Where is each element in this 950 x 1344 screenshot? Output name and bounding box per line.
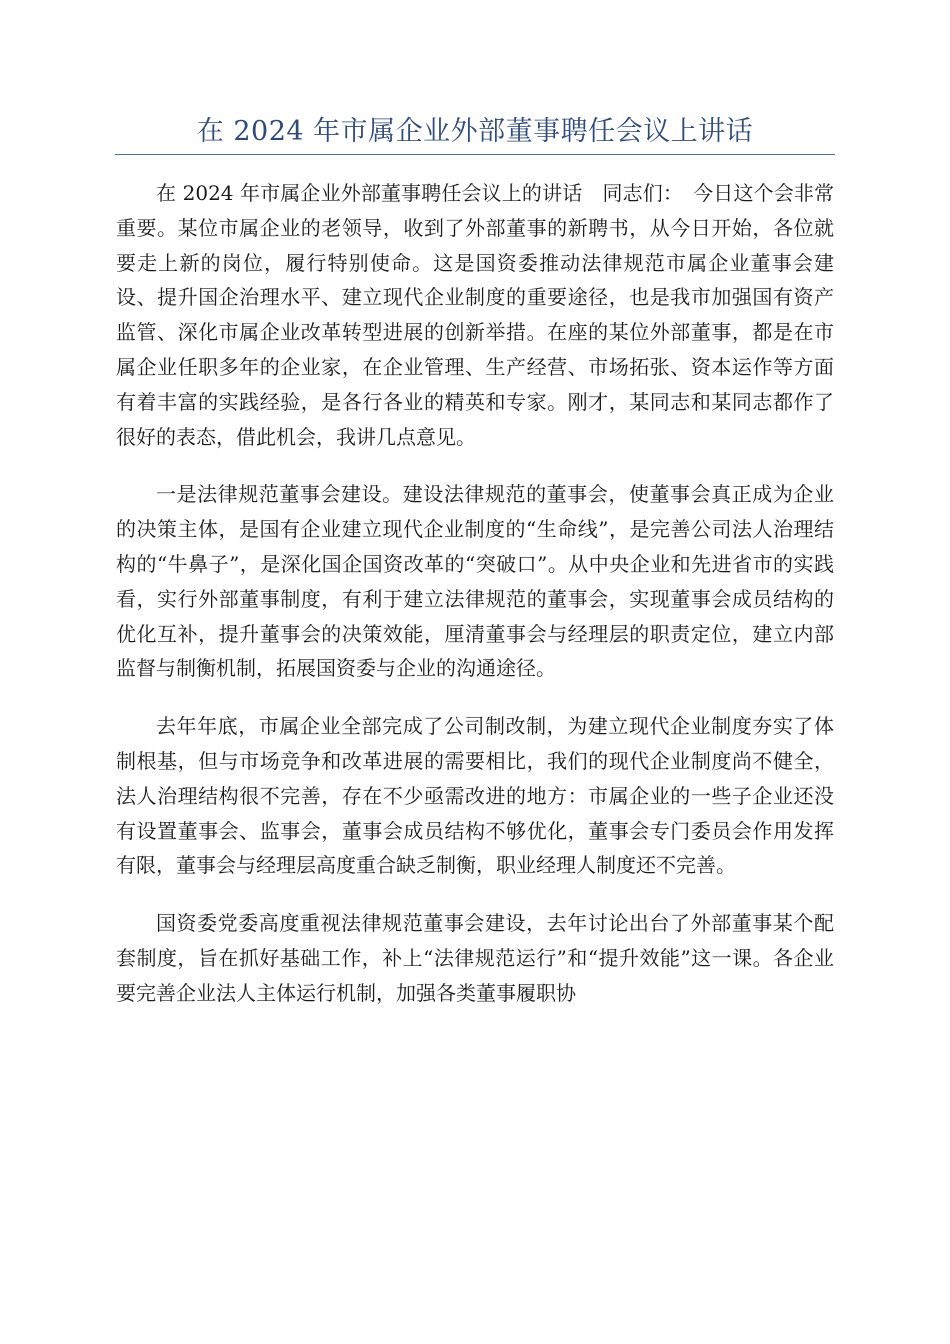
title-underline bbox=[115, 154, 835, 155]
document-body bbox=[116, 176, 834, 1034]
paragraph-opening: 在 2024 年市属企业外部董事聘任会议上的讲话 同志们： 今日这个会非常重要。某位市属企业的老领导，收到了外部董事的新聘书，从今日开始，各位就要走上新的岗位，履行特别使命。这是国资委推动法律规范市属企业董事会建设、提升国企治理水平、建立现代企业制度的重要途径，也是我市加强国有资产监管、深化市属企业改革转型进展的创新举措。在座的某位外部董事，都是在市属企业任职多年的企业家，在企业管理、生产经营、市场拓张、资本运作等方面有着丰富的实践经验，是各行各业的精英和专家。刚才，某同志和某同志都作了很好的表态，借此机会，我讲几点意见。 bbox=[116, 181, 834, 449]
document-title: 在 2024 年市属企业外部董事聘任会议上讲话 bbox=[196, 116, 754, 147]
paragraph-restructuring: 去年年底，市属企业全部完成了公司制改制，为建立现代企业制度夯实了体制根基，但与市场竞争和改革进展的需要相比，我们的现代企业制度尚不健全，法人治理结构很不完善，存在不少亟需改进的地方：市属企业的一些子企业还没有设置董事会、监事会，董事会成员结构不够优化，董事会专门委员会作用发挥有限，董事会与经理层高度重合缺乏制衡，职业经理人制度还不完善。 bbox=[116, 714, 834, 878]
paragraph-party-committee: 国资委党委高度重视法律规范董事会建设，去年讨论出台了外部董事某个配套制度，旨在抓好基础工作，补上“法律规范运行”和“提升效能”这一课。各企业要完善企业法人主体运行机制，加强各类董事履职协 bbox=[116, 911, 834, 1005]
paragraph-board-construction: 一是法律规范董事会建设。建设法律规范的董事会，使董事会真正成为企业的决策主体，是国有企业建立现代企业制度的“生命线”，是完善公司法人治理结构的“牛鼻子”，是深化国企国资改革的“突破口”。从中央企业和先进省市的实践看，实行外部董事制度，有利于建立法律规范的董事会，实现董事会成员结构的优化互补，提升董事会的决策效能，厘清董事会与经理层的职责定位，建立内部监督与制衡机制，拓展国资委与企业的沟通途径。 bbox=[116, 482, 834, 681]
